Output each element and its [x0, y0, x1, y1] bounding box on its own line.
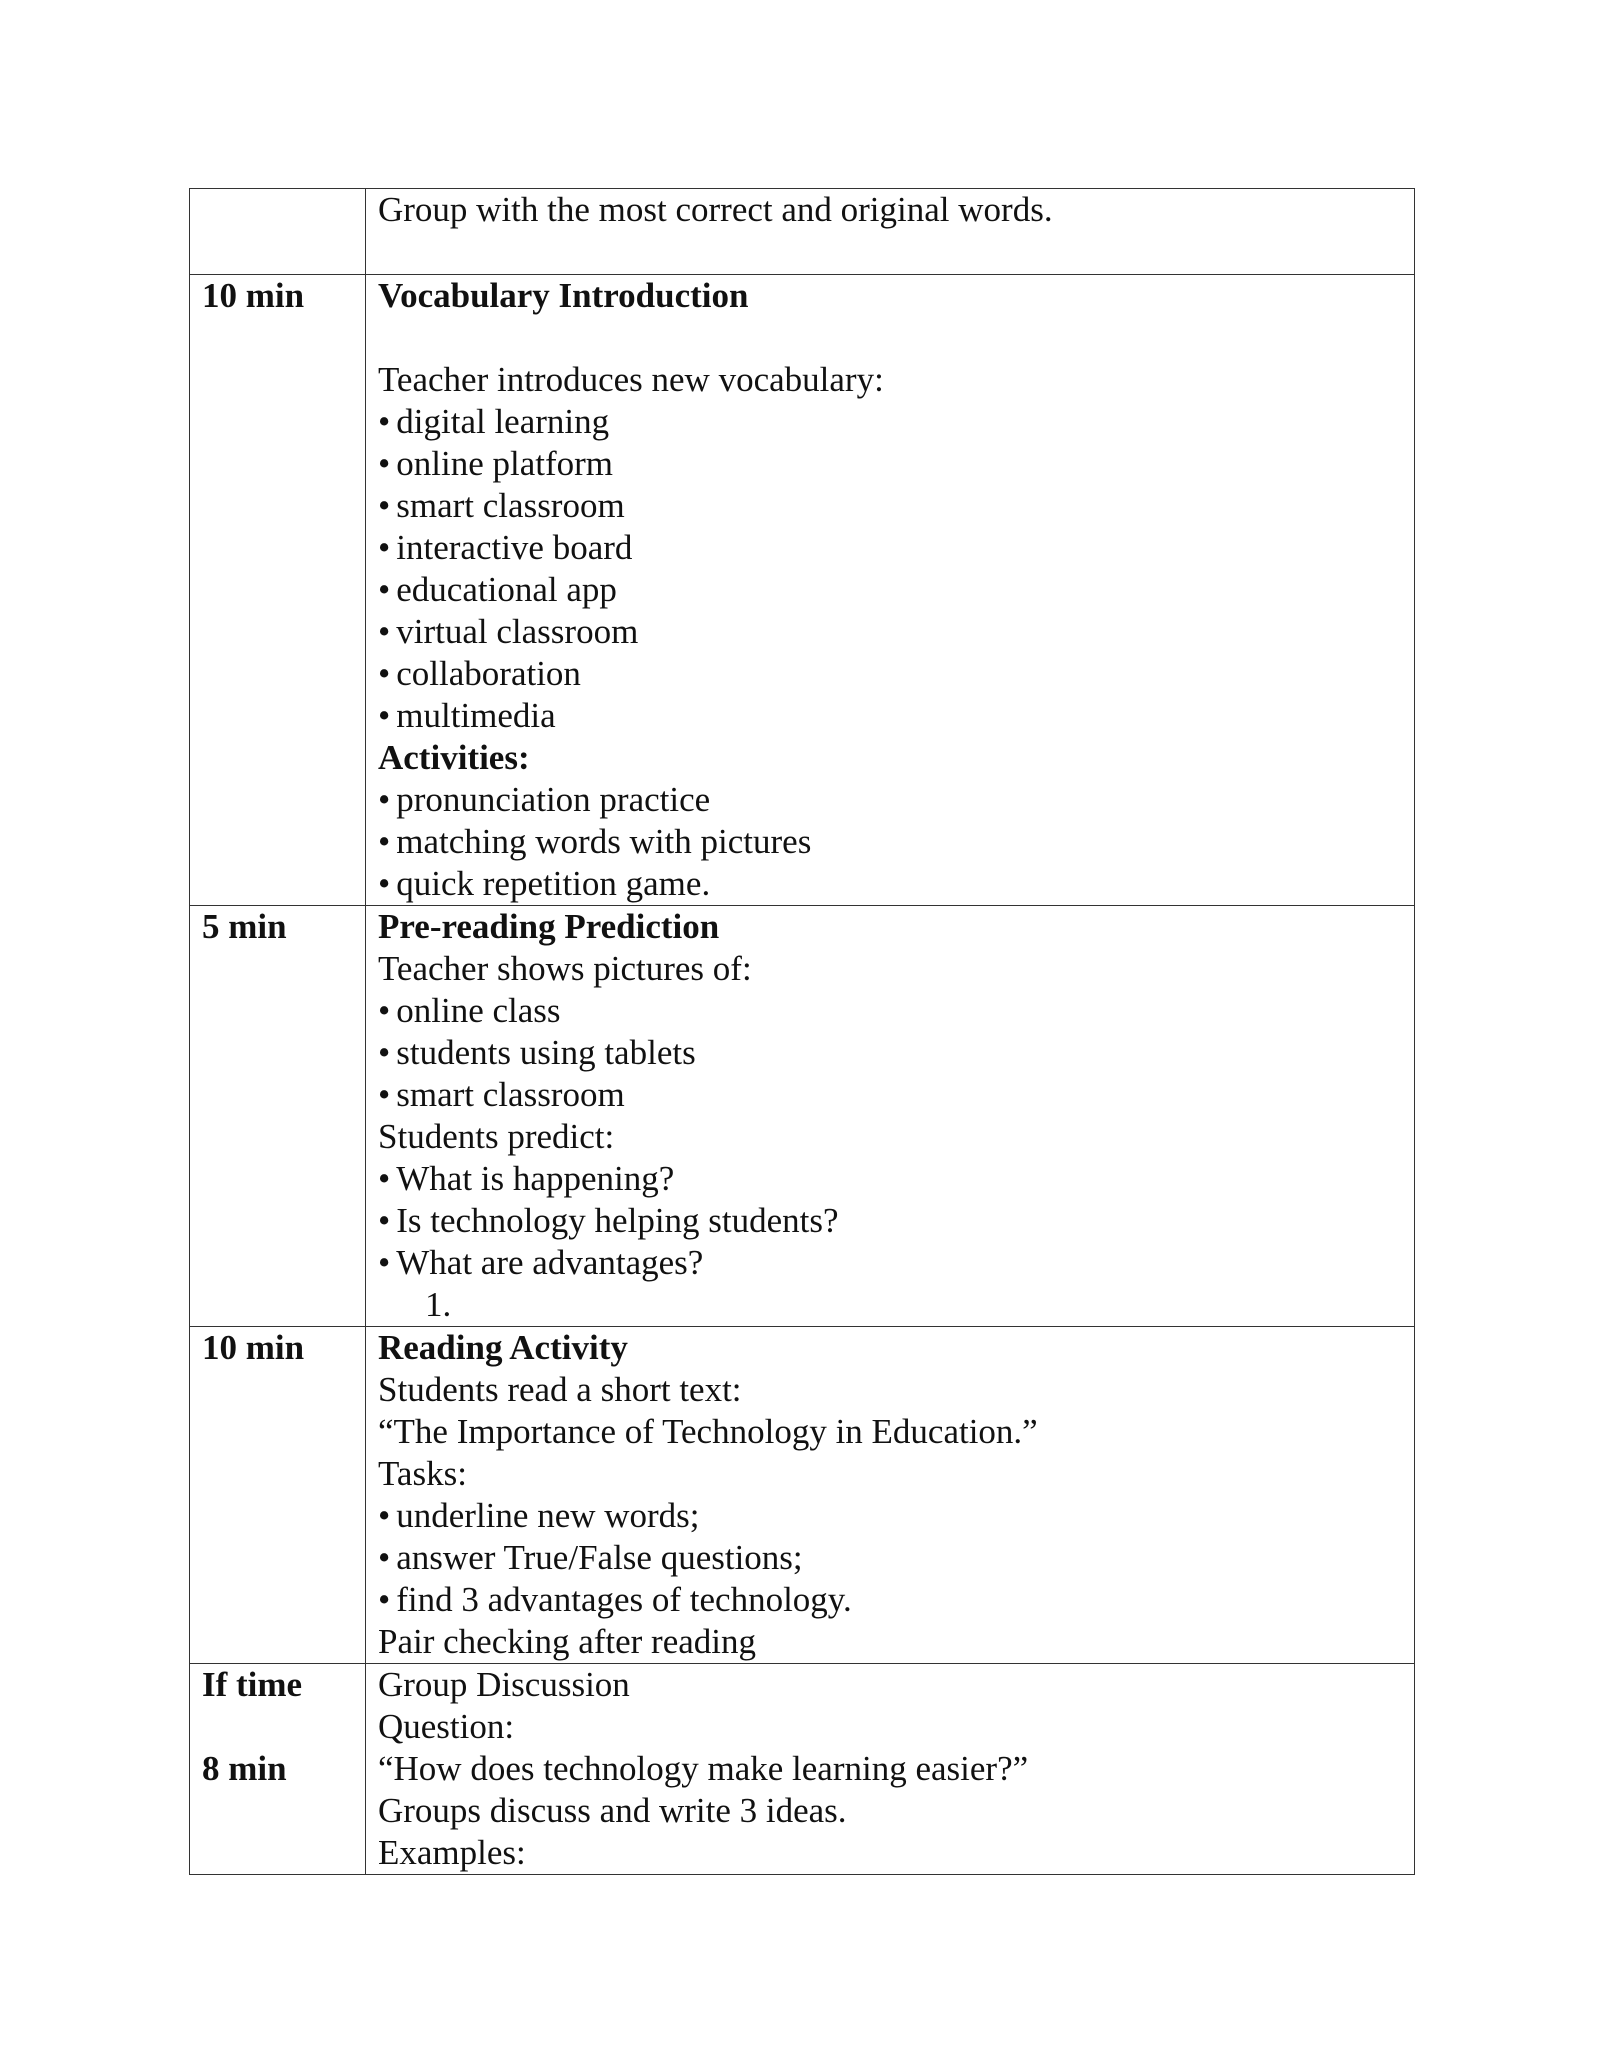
intro-text: Teacher introduces new vocabulary:: [378, 360, 884, 399]
spacer: [202, 1706, 353, 1748]
predict-label: Students predict:: [378, 1117, 615, 1156]
list-item: • find 3 advantages of technology.: [378, 1580, 852, 1619]
bullet: •: [378, 402, 391, 441]
bullet: •: [378, 1159, 391, 1198]
activity-cell: [366, 275, 1415, 906]
section-heading: Vocabulary Introduction: [378, 276, 749, 315]
bullet: •: [378, 780, 391, 819]
table-row: [190, 906, 1415, 1327]
list-item: • underline new words;: [378, 1496, 700, 1535]
list-item: • quick repetition game.: [378, 864, 711, 903]
time-cell: [190, 1327, 366, 1664]
time-cell: [190, 1664, 366, 1875]
table-row: [190, 275, 1415, 906]
list-item: • Is technology helping students?: [378, 1201, 839, 1240]
list-item: • answer True/False questions;: [378, 1538, 803, 1577]
bullet: •: [378, 822, 391, 861]
list-item: • smart classroom: [378, 1075, 625, 1114]
time-label: 5 min: [202, 907, 287, 946]
bullet: •: [378, 528, 391, 567]
bullet: •: [378, 444, 391, 483]
table-row: [190, 1327, 1415, 1664]
bullet: •: [378, 486, 391, 525]
activity-cell: [366, 906, 1415, 1327]
instruction-text: Groups discuss and write 3 ideas.: [378, 1791, 847, 1830]
bullet: •: [378, 1201, 391, 1240]
lesson-plan-table: [189, 188, 1415, 1875]
list-item: • online platform: [378, 444, 614, 483]
list-item: • digital learning: [378, 402, 610, 441]
time-cell: [190, 189, 366, 275]
question-text: “How does technology make learning easier?”: [378, 1749, 1029, 1788]
activities-label: Activities:: [378, 738, 530, 777]
bullet: •: [378, 1033, 391, 1072]
bullet: •: [378, 696, 391, 735]
bullet: •: [378, 991, 391, 1030]
activity-text: Group with the most correct and original words.: [378, 190, 1053, 229]
bullet: •: [378, 864, 391, 903]
bullet: •: [378, 1075, 391, 1114]
bullet: •: [378, 1496, 391, 1535]
bullet: •: [378, 1538, 391, 1577]
table-row: [190, 189, 1415, 275]
activity-cell: [366, 1327, 1415, 1664]
list-item: • What is happening?: [378, 1159, 675, 1198]
activity-cell: [366, 1664, 1415, 1875]
list-item: • pronunciation practice: [378, 780, 711, 819]
intro-text: Students read a short text:: [378, 1370, 742, 1409]
list-item: • matching words with pictures: [378, 822, 812, 861]
time-cell: [190, 275, 366, 906]
question-label: Question:: [378, 1707, 515, 1746]
list-item: • online class: [378, 991, 561, 1030]
bullet: •: [378, 1243, 391, 1282]
table-row: [190, 1664, 1415, 1875]
bullet: •: [378, 612, 391, 651]
numbered-item: 1.: [425, 1285, 452, 1324]
examples-label: Examples:: [378, 1833, 526, 1872]
list-item: • students using tablets: [378, 1033, 696, 1072]
time-label: 10 min: [202, 276, 305, 315]
text-title: “The Importance of Technology in Education.”: [378, 1412, 1038, 1451]
time-label: 8 min: [202, 1749, 287, 1788]
list-item: • collaboration: [378, 654, 581, 693]
tasks-label: Tasks:: [378, 1454, 467, 1493]
section-heading: Group Discussion: [378, 1665, 630, 1704]
list-item: • educational app: [378, 570, 617, 609]
list-item: • interactive board: [378, 528, 633, 567]
time-cell: [190, 906, 366, 1327]
time-label: 10 min: [202, 1328, 305, 1367]
intro-text: Teacher shows pictures of:: [378, 949, 752, 988]
section-heading: Pre-reading Prediction: [378, 907, 720, 946]
bullet: •: [378, 1580, 391, 1619]
spacer: [378, 317, 1402, 359]
list-item: • smart classroom: [378, 486, 625, 525]
bullet: •: [378, 570, 391, 609]
closing-text: Pair checking after reading: [378, 1622, 757, 1661]
section-heading: Reading Activity: [378, 1328, 628, 1367]
time-label: If time: [202, 1665, 303, 1704]
activity-cell: [366, 189, 1415, 275]
list-item: • virtual classroom: [378, 612, 639, 651]
bullet: •: [378, 654, 391, 693]
list-item: • What are advantages?: [378, 1243, 704, 1282]
list-item: • multimedia: [378, 696, 556, 735]
